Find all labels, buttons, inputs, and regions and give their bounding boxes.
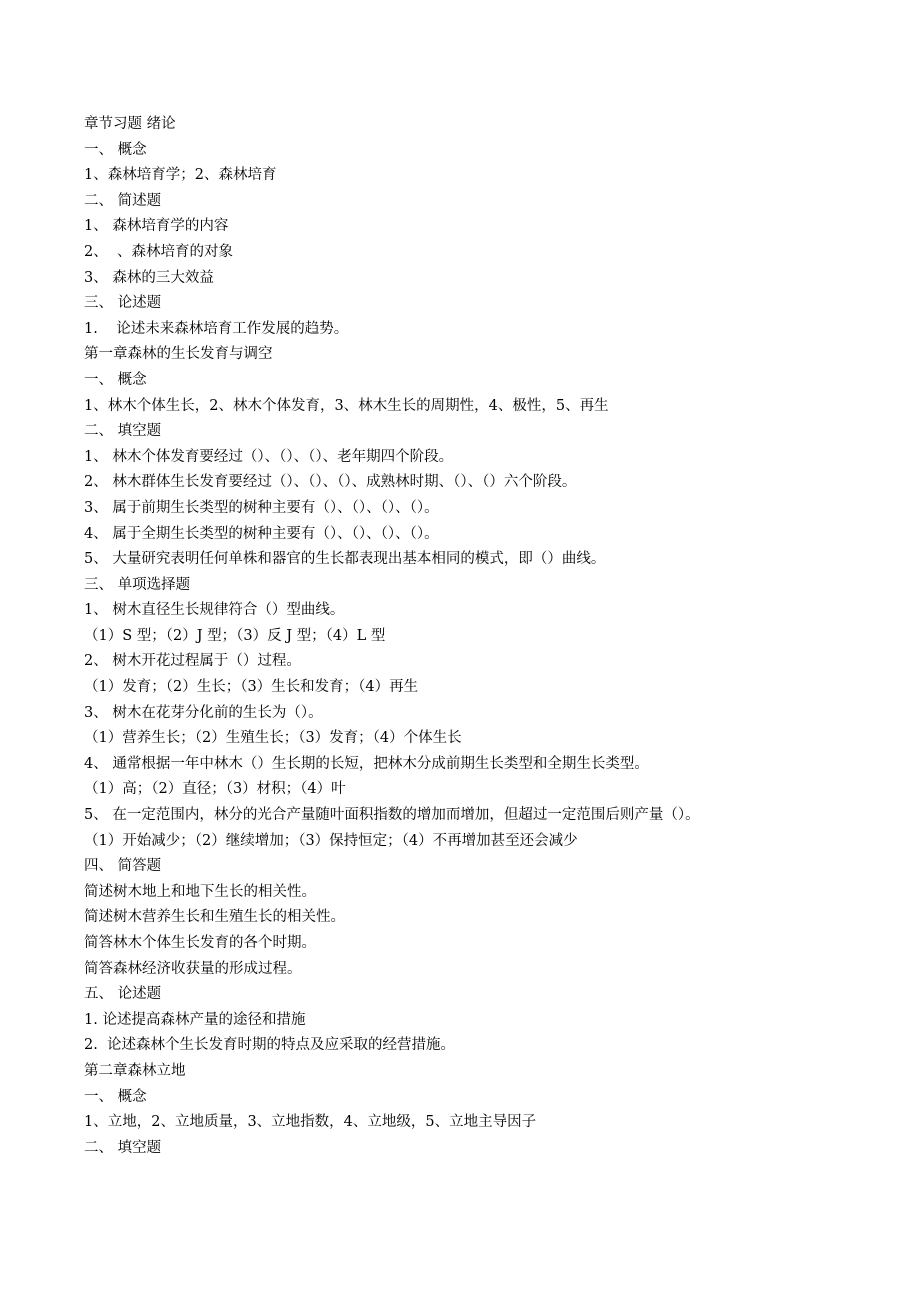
text-line: 一、 概念 xyxy=(84,141,147,158)
text-line: 简述树木营养生长和生殖生长的相关性。 xyxy=(84,909,345,926)
text-line: 二、 简述题 xyxy=(84,192,162,209)
text-line: 4、 通常根据一年中林木（）生长期的长短，把林木分成前期生长类型和全期生长类型。 xyxy=(84,755,649,772)
text-line: 1、林木个体生长，2、林木个体发育，3、林木生长的周期性，4、极性，5、再生 xyxy=(84,397,609,414)
text-line: 第一章森林的生长发育与调空 xyxy=(84,346,273,363)
text-line: 3、 树木在花芽分化前的生长为（）。 xyxy=(84,704,323,721)
text-line: （1）开始减少；（2）继续增加；（3）保持恒定；（4）不再增加甚至还会减少 xyxy=(84,832,578,849)
text-line: 1、 森林培育学的内容 xyxy=(84,218,229,235)
text-line: 3、 森林的三大效益 xyxy=(84,269,214,286)
text-line: 二、 填空题 xyxy=(84,423,162,440)
text-line: （1）营养生长；（2）生殖生长；（3）发育；（4）个体生长 xyxy=(84,730,462,747)
text-line: 5、 在一定范围内，林分的光合产量随叶面积指数的增加而增加，但超过一定范围后则产量（）。 xyxy=(84,807,700,824)
text-line: 三、 论述题 xyxy=(84,295,162,312)
text-line: 一、 概念 xyxy=(84,1088,147,1105)
text-line: 1. 论述提高森林产量的途径和措施 xyxy=(84,1011,306,1028)
text-line: 简述树木地上和地下生长的相关性。 xyxy=(84,883,316,900)
text-line: 简答森林经济收获量的形成过程。 xyxy=(84,960,302,977)
text-line: 三、 单项选择题 xyxy=(84,576,191,593)
text-line: 5、 大量研究表明任何单株和器官的生长都表现出基本相同的模式，即（）曲线。 xyxy=(84,551,606,568)
text-line: 第二章森林立地 xyxy=(84,1062,186,1079)
text-line: （1）高；（2）直径；（3）材积；（4）叶 xyxy=(84,781,346,798)
text-line: 3、 属于前期生长类型的树种主要有（）、（）、（）、（）。 xyxy=(84,499,439,516)
text-line: 2、 、森林培育的对象 xyxy=(84,243,233,260)
text-line: 2. 论述森林个生长发育时期的特点及应采取的经营措施。 xyxy=(84,1037,456,1054)
text-line: 2、 树木开花过程属于（）过程。 xyxy=(84,653,301,670)
text-line: 一、 概念 xyxy=(84,371,147,388)
text-line: 五、 论述题 xyxy=(84,986,162,1003)
text-line: 1、立地，2、立地质量，3、立地指数，4、立地级，5、立地主导因子 xyxy=(84,1114,537,1131)
text-line: 2、 林木群体生长发育要经过（）、（）、（）、成熟林时期、（）、（）六个阶段。 xyxy=(84,474,577,491)
text-line: 1、 树木直径生长规律符合（）型曲线。 xyxy=(84,602,345,619)
text-line: 二、 填空题 xyxy=(84,1139,162,1156)
text-line: 1. 论述未来森林培育工作发展的趋势。 xyxy=(84,320,349,337)
text-line: 1、森林培育学；2、森林培育 xyxy=(84,167,277,184)
document-body xyxy=(84,112,884,1161)
text-line: 1、 林木个体发育要经过（）、（）、（）、老年期四个阶段。 xyxy=(84,448,454,465)
text-line: 简答林木个体生长发育的各个时期。 xyxy=(84,935,316,951)
text-line: 四、 简答题 xyxy=(84,858,162,875)
text-line: （1）S 型；（2）J 型；（3）反 J 型；（4）L 型 xyxy=(84,627,386,644)
text-line: 章节习题 绪论 xyxy=(84,116,176,132)
text-line: 4、 属于全期生长类型的树种主要有（）、（）、（）、（）。 xyxy=(84,525,439,542)
text-line: （1）发育；（2）生长；（3）生长和发育；（4）再生 xyxy=(84,679,419,696)
